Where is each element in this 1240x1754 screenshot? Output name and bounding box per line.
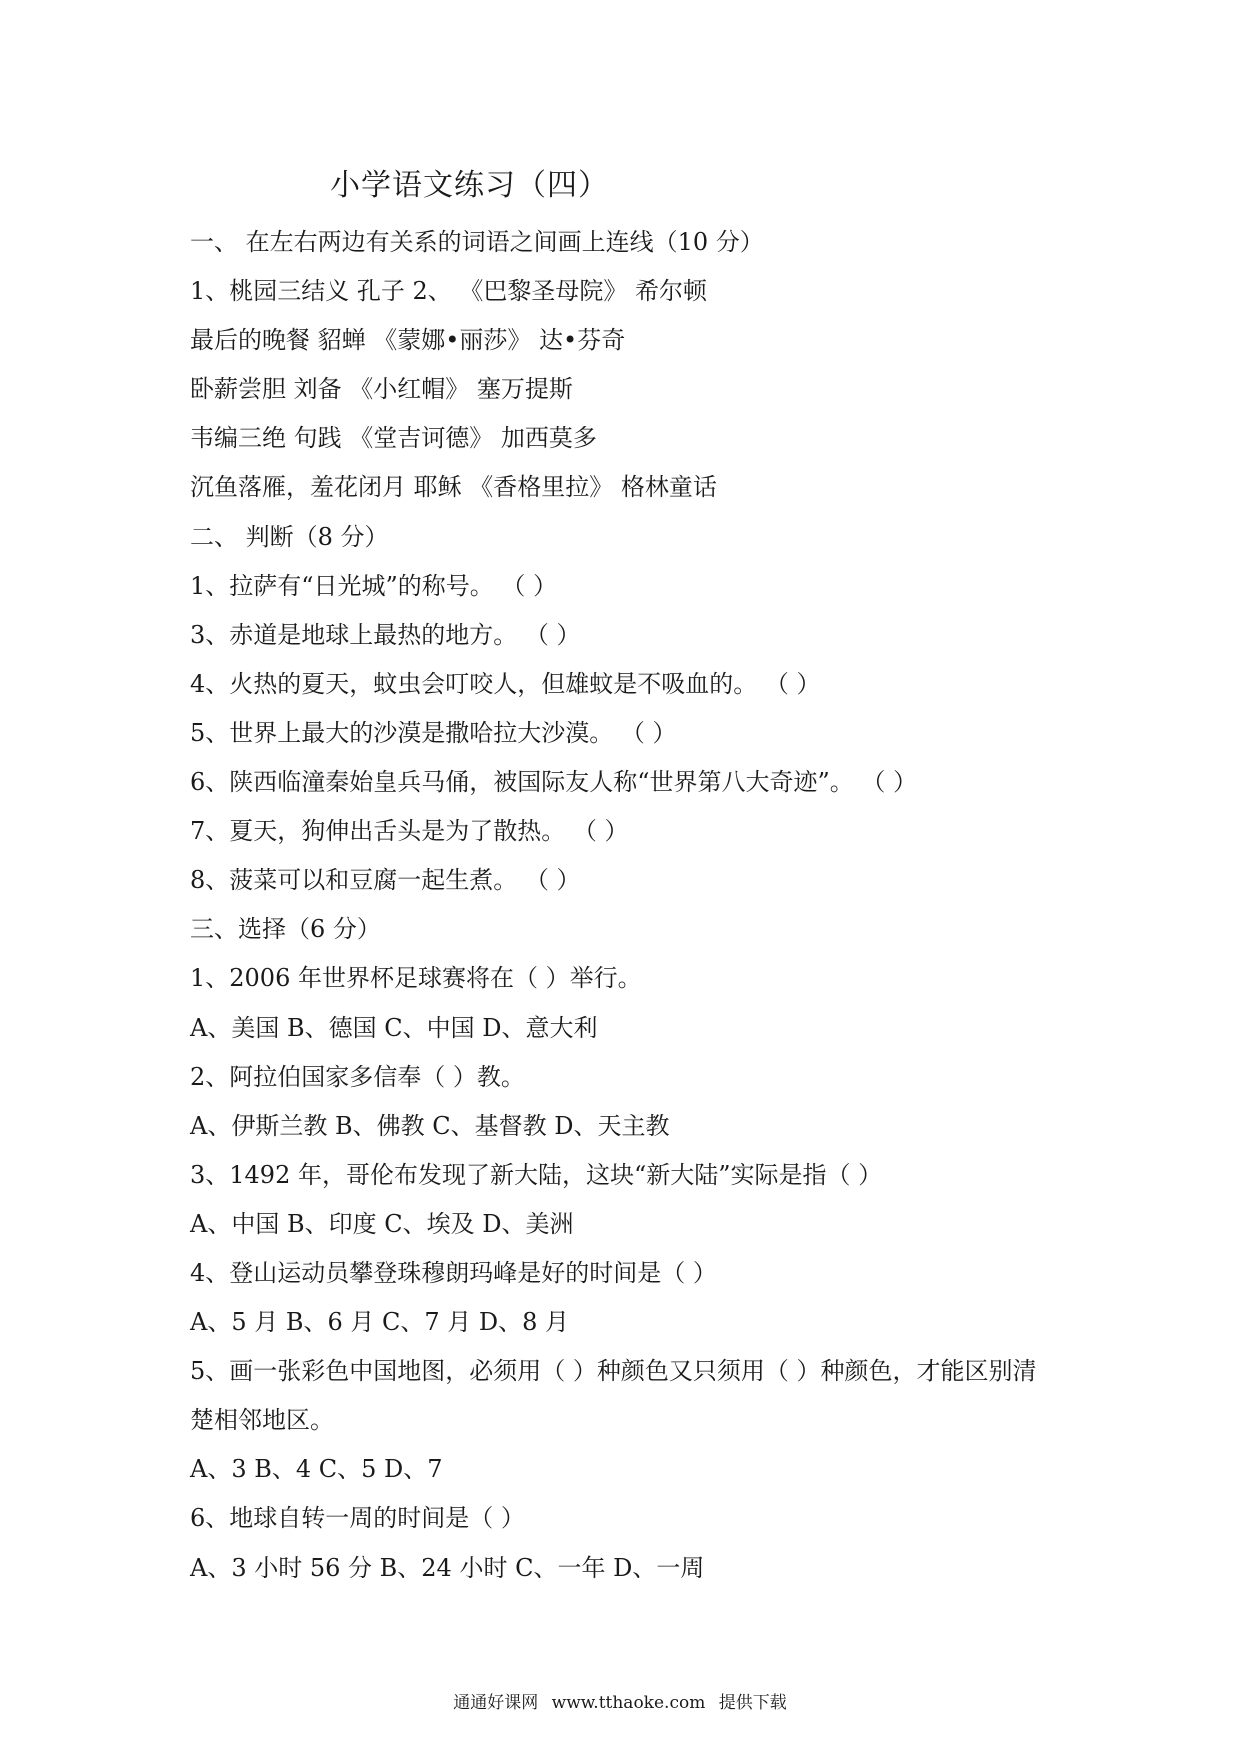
footer-site-name: 通通好课网 xyxy=(453,1693,539,1713)
judgment-item: 1、拉萨有“日光城”的称号。 （ ） xyxy=(190,571,558,600)
choice-options: A、3 B、4 C、5 D、7 xyxy=(190,1455,443,1484)
matching-row: 卧薪尝胆 刘备 《小红帽》 塞万提斯 xyxy=(190,375,573,404)
exercise-content xyxy=(190,222,1090,1597)
choice-question: 5、画一张彩色中国地图，必须用（ ）种颜色又只须用（ ）种颜色，才能区别清 xyxy=(190,1357,1037,1386)
footer-url: www.tthaoke.com xyxy=(551,1693,706,1713)
judgment-item: 7、夏天，狗伸出舌头是为了散热。 （ ） xyxy=(190,817,629,846)
choice-options: A、3 小时 56 分 B、24 小时 C、一年 D、一周 xyxy=(190,1553,705,1582)
choice-question: 2、阿拉伯国家多信奉（ ）教。 xyxy=(190,1062,525,1091)
matching-row: 沉鱼落雁，羞花闭月 耶稣 《香格里拉》 格林童话 xyxy=(190,473,717,502)
judgment-item: 3、赤道是地球上最热的地方。 （ ） xyxy=(190,620,581,649)
choice-question-continued: 楚相邻地区。 xyxy=(190,1406,334,1435)
judgment-item: 6、陕西临潼秦始皇兵马俑，被国际友人称“世界第八大奇迹”。 （ ） xyxy=(190,768,918,797)
section-heading-judgment: 二、 判断（8 分） xyxy=(190,522,389,551)
page-title: 小学语文练习（四） xyxy=(330,168,609,203)
footer xyxy=(0,1688,1240,1713)
choice-options: A、5 月 B、6 月 C、7 月 D、8 月 xyxy=(190,1308,570,1337)
choice-options: A、伊斯兰教 B、佛教 C、基督教 D、天主教 xyxy=(190,1111,670,1140)
matching-row: 1、桃园三结义 孔子 2、 《巴黎圣母院》 希尔顿 xyxy=(190,277,708,306)
judgment-item: 5、世界上最大的沙漠是撒哈拉大沙漠。 （ ） xyxy=(190,718,677,747)
choice-question: 4、登山运动员攀登珠穆朗玛峰是好的时间是（ ） xyxy=(190,1258,717,1287)
choice-question: 1、2006 年世界杯足球赛将在（ ）举行。 xyxy=(190,964,642,993)
choice-options: A、中国 B、印度 C、埃及 D、美洲 xyxy=(190,1209,574,1238)
choice-question: 6、地球自转一周的时间是（ ） xyxy=(190,1504,525,1533)
judgment-item: 4、火热的夏天，蚊虫会叮咬人，但雄蚊是不吸血的。 （ ） xyxy=(190,669,821,698)
footer-suffix: 提供下载 xyxy=(718,1693,787,1713)
section-heading-matching: 一、 在左右两边有关系的词语之间画上连线（10 分） xyxy=(190,228,764,256)
matching-row: 最后的晚餐 貂蝉 《蒙娜•丽莎》 达•芬奇 xyxy=(190,326,626,355)
judgment-item: 8、菠菜可以和豆腐一起生煮。 （ ） xyxy=(190,866,581,895)
matching-row: 韦编三绝 句践 《堂吉诃德》 加西莫多 xyxy=(190,424,597,453)
choice-options: A、美国 B、德国 C、中国 D、意大利 xyxy=(190,1013,598,1042)
section-heading-choice: 三、选择（6 分） xyxy=(190,915,381,944)
choice-question: 3、1492 年，哥伦布发现了新大陆，这块“新大陆”实际是指（ ） xyxy=(190,1160,883,1189)
